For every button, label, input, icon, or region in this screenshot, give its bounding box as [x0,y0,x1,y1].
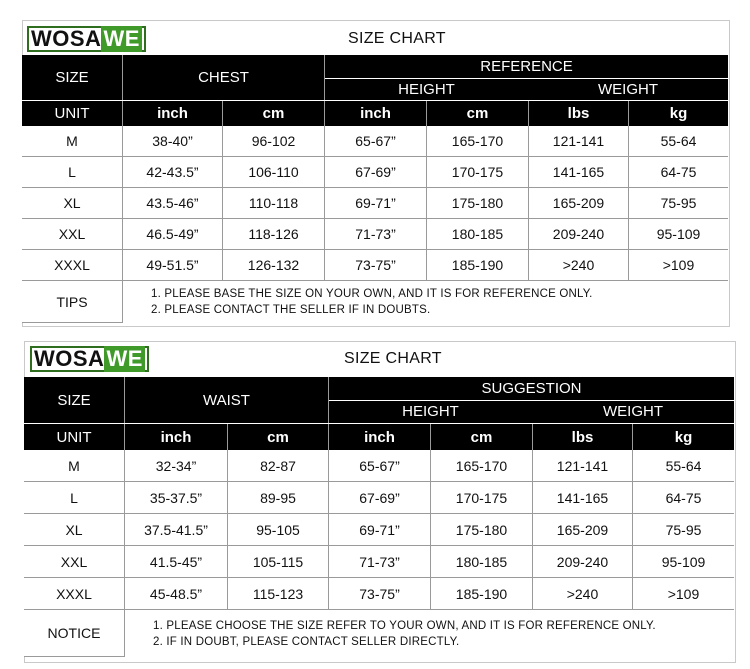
notes-box [122,281,728,323]
chart-title: SIZE CHART [348,30,446,47]
value-cell: 82-87 [227,450,328,482]
unit-cell: kg [632,424,734,450]
header-divider [325,78,728,79]
logo-text: WOSA [31,26,102,51]
weight-header: WEIGHT [528,78,728,100]
unit-cell: inch [328,424,430,450]
size-header: SIZE [22,55,122,100]
notes-label: TIPS [22,281,122,323]
size-cell: XXXL [24,578,124,610]
value-cell: >240 [528,250,628,281]
value-cell: 121-141 [532,450,632,482]
value-cell: 141-165 [532,482,632,514]
value-cell: 165-209 [532,514,632,546]
size-cell: L [22,157,122,188]
height-header: HEIGHT [328,400,532,423]
value-cell: 35-37.5” [124,482,227,514]
header-divider [329,400,734,401]
value-cell: 115-123 [227,578,328,610]
value-cell: 64-75 [628,157,728,188]
logo-accent-text: WE [106,346,143,371]
value-cell: 73-75” [328,578,430,610]
weight-header: WEIGHT [532,400,734,423]
note-line: 1. PLEASE CHOOSE THE SIZE REFER TO YOUR OWN, AND IT IS FOR REFERENCE ONLY. [153,619,656,632]
value-cell: 67-69” [328,482,430,514]
value-cell: 71-73” [328,546,430,578]
unit-cell: inch [324,101,426,126]
value-cell: 180-185 [426,219,528,250]
note-line: 1. PLEASE BASE THE SIZE ON YOUR OWN, AND IT IS FOR REFERENCE ONLY. [151,288,593,300]
notes-box [124,610,734,657]
value-cell: 37.5-41.5” [124,514,227,546]
value-cell: 75-95 [628,188,728,219]
unit-cell: cm [426,101,528,126]
value-cell: 165-170 [426,126,528,157]
value-cell: 55-64 [628,126,728,157]
measure-header: WAIST [124,377,328,423]
value-cell: 49-51.5” [122,250,222,281]
height-header: HEIGHT [324,78,528,100]
brand-logo [30,346,149,372]
value-cell: 126-132 [222,250,324,281]
value-cell: 43.5-46” [122,188,222,219]
value-cell: 141-165 [528,157,628,188]
value-cell: 185-190 [430,578,532,610]
unit-cell: inch [122,101,222,126]
size-cell: XXL [24,546,124,578]
value-cell: 209-240 [532,546,632,578]
size-cell: M [22,126,122,157]
value-cell: 95-109 [632,546,734,578]
reference-header: SUGGESTION [328,377,734,400]
brand-logo [27,26,146,52]
size-cell: L [24,482,124,514]
logo-accent-text: WE [103,26,140,51]
value-cell: 185-190 [426,250,528,281]
unit-cell: cm [222,101,324,126]
size-cell: XL [24,514,124,546]
value-cell: >109 [632,578,734,610]
value-cell: 41.5-45” [124,546,227,578]
value-cell: >240 [532,578,632,610]
unit-cell: kg [628,101,728,126]
value-cell: 73-75” [324,250,426,281]
notes-label: NOTICE [24,610,124,657]
value-cell: 170-175 [426,157,528,188]
value-cell: 42-43.5” [122,157,222,188]
value-cell: 105-115 [227,546,328,578]
size-cell: XL [22,188,122,219]
value-cell: 75-95 [632,514,734,546]
value-cell: 89-95 [227,482,328,514]
unit-cell: lbs [532,424,632,450]
note-line: 2. PLEASE CONTACT THE SELLER IF IN DOUBTS. [151,304,431,316]
value-cell: 71-73” [324,219,426,250]
unit-label: UNIT [24,424,124,450]
value-cell: 165-209 [528,188,628,219]
unit-cell: lbs [528,101,628,126]
value-cell: 118-126 [222,219,324,250]
value-cell: 64-75 [632,482,734,514]
logo-text: WOSA [34,346,105,371]
unit-cell: cm [430,424,532,450]
unit-cell: inch [124,424,227,450]
value-cell: 165-170 [430,450,532,482]
value-cell: 55-64 [632,450,734,482]
value-cell: 180-185 [430,546,532,578]
reference-header: REFERENCE [324,55,728,78]
size-header: SIZE [24,377,124,423]
value-cell: 170-175 [430,482,532,514]
value-cell: 67-69” [324,157,426,188]
notes-text [153,618,656,650]
size-cell: XXXL [22,250,122,281]
value-cell: 95-109 [628,219,728,250]
value-cell: 32-34” [124,450,227,482]
value-cell: 95-105 [227,514,328,546]
value-cell: 65-67” [324,126,426,157]
chart-title: SIZE CHART [344,350,442,367]
value-cell: 45-48.5” [124,578,227,610]
value-cell: 175-180 [426,188,528,219]
value-cell: 38-40” [122,126,222,157]
value-cell: 110-118 [222,188,324,219]
measure-header: CHEST [122,55,324,100]
value-cell: 209-240 [528,219,628,250]
unit-cell: cm [227,424,328,450]
value-cell: 96-102 [222,126,324,157]
size-cell: XXL [22,219,122,250]
value-cell: 46.5-49” [122,219,222,250]
value-cell: 69-71” [324,188,426,219]
value-cell: 121-141 [528,126,628,157]
note-line: 2. IF IN DOUBT, PLEASE CONTACT SELLER DIRECTLY. [153,635,460,648]
value-cell: 106-110 [222,157,324,188]
size-cell: M [24,450,124,482]
value-cell: >109 [628,250,728,281]
value-cell: 69-71” [328,514,430,546]
value-cell: 65-67” [328,450,430,482]
notes-text [151,286,593,318]
unit-label: UNIT [22,101,122,126]
value-cell: 175-180 [430,514,532,546]
